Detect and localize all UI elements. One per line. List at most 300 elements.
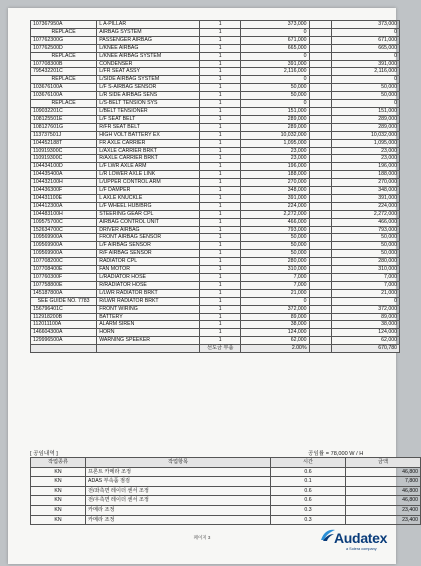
parts-row <box>31 155 400 163</box>
parts-row <box>31 163 400 171</box>
part-quantity: 1 <box>200 329 241 337</box>
part-description: R/F AIRBAG SENSOR <box>97 250 200 258</box>
part-total-price: 188,000 <box>331 171 399 179</box>
part-total-price: 23,000 <box>331 155 399 163</box>
parts-row <box>31 179 400 187</box>
labor-type: KN <box>31 467 86 477</box>
part-quantity: 1 <box>200 115 241 123</box>
part-description: L/AXLE CARRIER BRKT <box>97 147 200 155</box>
part-unit-price: 289,000 <box>241 115 309 123</box>
part-description: ALARM SIREN <box>97 321 200 329</box>
parts-row <box>31 52 400 60</box>
part-total-price: 1,095,000 <box>331 139 399 147</box>
part-code: 113737501J <box>31 131 97 139</box>
part-total-price: 0 <box>331 28 399 36</box>
part-quantity: 1 <box>200 100 241 108</box>
part-blank-cell <box>309 115 331 123</box>
part-code: 104483100H <box>31 210 97 218</box>
part-unit-price: 50,000 <box>241 250 309 258</box>
parts-row <box>31 60 400 68</box>
part-description: L/R SIDE AIRBAG SENS <box>97 92 200 100</box>
labor-type: KN <box>31 505 86 515</box>
part-blank-cell <box>309 21 331 29</box>
part-unit-price: 62,000 <box>241 337 309 345</box>
part-quantity: 1 <box>200 36 241 44</box>
parts-row <box>31 76 400 84</box>
part-total-price: 310,000 <box>331 266 399 274</box>
part-quantity: 1 <box>200 266 241 274</box>
parts-row <box>31 139 400 147</box>
part-code: 109575700C <box>31 218 97 226</box>
part-code: 156796401C <box>31 305 97 313</box>
part-blank-cell <box>309 139 331 147</box>
part-code: REPLACE <box>31 76 97 84</box>
part-total-price: 0 <box>331 100 399 108</box>
part-total-price: 289,000 <box>331 123 399 131</box>
part-blank-cell <box>309 68 331 76</box>
part-code: 107762500D <box>31 44 97 52</box>
part-blank-cell <box>309 155 331 163</box>
labor-row <box>31 496 421 506</box>
part-quantity: 1 <box>200 337 241 345</box>
labor-time: 0.6 <box>271 486 346 496</box>
part-unit-price: 7,000 <box>241 281 309 289</box>
part-quantity: 1 <box>200 171 241 179</box>
part-description: BATTERY <box>97 313 200 321</box>
footer-blank-code <box>31 345 97 353</box>
part-code: 108125501E <box>31 115 97 123</box>
labor-header-time: 시간 <box>271 458 346 468</box>
labor-row <box>31 486 421 496</box>
part-blank-cell <box>309 52 331 60</box>
logo-wordmark: Audatex <box>334 530 388 546</box>
part-quantity: 1 <box>200 305 241 313</box>
parts-row <box>31 313 400 321</box>
part-code: REPLACE <box>31 100 97 108</box>
part-blank-cell <box>309 187 331 195</box>
footer-label: 선도금 부품 <box>200 345 241 353</box>
parts-row <box>31 147 400 155</box>
part-blank-cell <box>309 179 331 187</box>
part-description: FRONT WIRING <box>97 305 200 313</box>
part-total-price: 50,000 <box>331 84 399 92</box>
parts-row <box>31 100 400 108</box>
parts-row <box>31 329 400 337</box>
part-blank-cell <box>309 218 331 226</box>
part-blank-cell <box>309 210 331 218</box>
parts-row <box>31 337 400 345</box>
part-total-price: 793,000 <box>331 226 399 234</box>
document-page <box>8 8 418 564</box>
labor-amount: 46,800 <box>346 496 421 506</box>
part-quantity: 1 <box>200 242 241 250</box>
part-description: HORN <box>97 329 200 337</box>
labor-amount: 46,800 <box>346 467 421 477</box>
part-quantity: 1 <box>200 226 241 234</box>
parts-row <box>31 194 400 202</box>
part-code: 104412300A <box>31 202 97 210</box>
part-description: FRONT AIRBAG SENSOR <box>97 234 200 242</box>
part-unit-price: 280,000 <box>241 258 309 266</box>
parts-row <box>31 258 400 266</box>
labor-header-type: 작업종류 <box>31 458 86 468</box>
part-code: 107708300B <box>31 60 97 68</box>
parts-row <box>31 44 400 52</box>
part-unit-price: 665,000 <box>241 44 309 52</box>
part-code: 110919300C <box>31 147 97 155</box>
part-total-price: 372,000 <box>331 305 399 313</box>
part-blank-cell <box>309 329 331 337</box>
part-code: 108127601G <box>31 123 97 131</box>
part-blank-cell <box>309 163 331 171</box>
part-unit-price: 793,000 <box>241 226 309 234</box>
part-description: L/F WHEEL HUB/BRG <box>97 202 200 210</box>
part-unit-price: 10,032,000 <box>241 131 309 139</box>
part-description: R/RADIATOR HOSE <box>97 281 200 289</box>
part-total-price: 466,000 <box>331 218 399 226</box>
part-total-price: 7,000 <box>331 274 399 282</box>
parts-row <box>31 218 400 226</box>
part-unit-price: 0 <box>241 52 309 60</box>
part-code: SEE GUIDE NO. 7783 <box>31 297 97 305</box>
labor-row <box>31 505 421 515</box>
part-quantity: 1 <box>200 281 241 289</box>
part-code: 103676100A <box>31 92 97 100</box>
part-code: 112918200B <box>31 313 97 321</box>
part-unit-price: 466,000 <box>241 218 309 226</box>
part-code: 107762300G <box>31 36 97 44</box>
labor-header-task: 작업항목 <box>86 458 271 468</box>
part-quantity: 1 <box>200 155 241 163</box>
part-quantity: 1 <box>200 60 241 68</box>
part-code: 109032201C <box>31 107 97 115</box>
part-unit-price: 270,000 <box>241 179 309 187</box>
part-code: REPLACE <box>31 28 97 36</box>
parts-row <box>31 187 400 195</box>
parts-table-body <box>31 21 400 353</box>
part-description: R/AXLE CARRIER BRKT <box>97 155 200 163</box>
part-unit-price: 38,000 <box>241 321 309 329</box>
parts-row <box>31 84 400 92</box>
part-total-price: 38,000 <box>331 321 399 329</box>
footer-blank <box>309 345 331 353</box>
part-quantity: 1 <box>200 297 241 305</box>
part-quantity: 1 <box>200 131 241 139</box>
part-code: 104436300F <box>31 187 97 195</box>
part-total-price: 2,116,000 <box>331 68 399 76</box>
labor-task: 전/좌측면 레이더 센서 조정 <box>86 486 271 496</box>
part-description: L/KNEE AIRBAG SYSTEM <box>97 52 200 60</box>
part-quantity: 1 <box>200 76 241 84</box>
part-quantity: 1 <box>200 194 241 202</box>
part-code: 107758800E <box>31 281 97 289</box>
part-code: 109569900A <box>31 234 97 242</box>
part-quantity: 1 <box>200 147 241 155</box>
part-description: L/LWR RADIATOR BRKT <box>97 289 200 297</box>
part-blank-cell <box>309 171 331 179</box>
part-total-price: 665,000 <box>331 44 399 52</box>
part-unit-price: 391,000 <box>241 194 309 202</box>
part-code: 152634700C <box>31 226 97 234</box>
part-description: R/LWR RADIATOR BRKT <box>97 297 200 305</box>
part-code: 104452188T <box>31 139 97 147</box>
part-quantity: 1 <box>200 28 241 36</box>
labor-task: 카메라 조정 <box>86 515 271 525</box>
part-unit-price: 2,272,000 <box>241 210 309 218</box>
part-quantity: 1 <box>200 139 241 147</box>
part-unit-price: 289,000 <box>241 123 309 131</box>
labor-amount: 23,400 <box>346 505 421 515</box>
part-total-price: 124,000 <box>331 329 399 337</box>
part-description: L/S-BELT TENSION SYS <box>97 100 200 108</box>
footer-rate: 2.00% <box>241 345 309 353</box>
labor-task: ADAS 부속품 점검 <box>86 477 271 487</box>
part-description: STEERING GEAR CPL <box>97 210 200 218</box>
part-description: L/SIDE AIRBAG SYSTEM <box>97 76 200 84</box>
labor-time: 0.6 <box>271 467 346 477</box>
parts-row <box>31 250 400 258</box>
part-description: CONDENSER <box>97 60 200 68</box>
labor-type: KN <box>31 477 86 487</box>
part-quantity: 1 <box>200 321 241 329</box>
part-description: DRIVER AIRBAG <box>97 226 200 234</box>
part-blank-cell <box>309 36 331 44</box>
part-blank-cell <box>309 281 331 289</box>
part-blank-cell <box>309 131 331 139</box>
part-blank-cell <box>309 84 331 92</box>
part-description: FAN MOTOR <box>97 266 200 274</box>
page-number: 페이지 3 <box>193 535 211 540</box>
part-description: L/F AIRBAG SENSOR <box>97 242 200 250</box>
labor-row <box>31 477 421 487</box>
parts-row <box>31 36 400 44</box>
footer-blank-desc <box>97 345 200 353</box>
footer-total: 670,780 <box>331 345 399 353</box>
part-unit-price: 373,000 <box>241 21 309 29</box>
part-blank-cell <box>309 258 331 266</box>
part-blank-cell <box>309 76 331 84</box>
part-code: 104434100D <box>31 163 97 171</box>
part-blank-cell <box>309 44 331 52</box>
part-total-price: 196,000 <box>331 163 399 171</box>
parts-row <box>31 28 400 36</box>
part-code: 104432100H <box>31 179 97 187</box>
part-unit-price: 196,000 <box>241 163 309 171</box>
part-total-price: 348,000 <box>331 187 399 195</box>
parts-row <box>31 131 400 139</box>
part-description: AIRBAG SYSTEM <box>97 28 200 36</box>
parts-row <box>31 210 400 218</box>
labor-time: 0.3 <box>271 505 346 515</box>
part-unit-price: 372,000 <box>241 305 309 313</box>
labor-task: 카메라 조정 <box>86 505 271 515</box>
audatex-logo <box>320 524 392 558</box>
labor-type: KN <box>31 496 86 506</box>
part-description: L/KNEE AIRBAG <box>97 44 200 52</box>
part-total-price: 224,000 <box>331 202 399 210</box>
part-code: 104431100E <box>31 194 97 202</box>
part-code: 107760300F <box>31 274 97 282</box>
part-unit-price: 21,000 <box>241 289 309 297</box>
part-code: 103676100A <box>31 84 97 92</box>
part-code: 107367950A <box>31 21 97 29</box>
parts-row <box>31 115 400 123</box>
labor-time: 0.3 <box>271 515 346 525</box>
part-blank-cell <box>309 313 331 321</box>
part-quantity: 1 <box>200 274 241 282</box>
part-quantity: 1 <box>200 210 241 218</box>
part-unit-price: 89,000 <box>241 313 309 321</box>
part-quantity: 1 <box>200 44 241 52</box>
part-code: 145187800A <box>31 289 97 297</box>
part-quantity: 1 <box>200 313 241 321</box>
part-description: L/UPPER CONTROL ARM <box>97 179 200 187</box>
logo-tagline: a Solera company <box>346 547 377 551</box>
part-quantity: 1 <box>200 187 241 195</box>
part-quantity: 1 <box>200 250 241 258</box>
part-blank-cell <box>309 234 331 242</box>
part-total-price: 2,272,000 <box>331 210 399 218</box>
part-description: L/F S-AIRBAG SENSOR <box>97 84 200 92</box>
part-unit-price: 671,000 <box>241 36 309 44</box>
parts-row <box>31 68 400 76</box>
part-total-price: 0 <box>331 297 399 305</box>
part-total-price: 21,000 <box>331 289 399 297</box>
parts-row <box>31 281 400 289</box>
part-blank-cell <box>309 194 331 202</box>
parts-row <box>31 123 400 131</box>
part-unit-price: 7,000 <box>241 274 309 282</box>
part-blank-cell <box>309 297 331 305</box>
part-unit-price: 124,000 <box>241 329 309 337</box>
part-description: L/F SEAT BELT <box>97 115 200 123</box>
part-description: L A-PILLAR <box>97 21 200 29</box>
part-quantity: 1 <box>200 123 241 131</box>
part-unit-price: 151,000 <box>241 107 309 115</box>
part-total-price: 0 <box>331 52 399 60</box>
part-code: 109569900A <box>31 242 97 250</box>
part-unit-price: 348,000 <box>241 187 309 195</box>
part-unit-price: 23,000 <box>241 155 309 163</box>
labor-table <box>30 457 421 525</box>
labor-amount: 23,400 <box>346 515 421 525</box>
part-code: 129996500A <box>31 337 97 345</box>
part-unit-price: 23,000 <box>241 147 309 155</box>
part-unit-price: 310,000 <box>241 266 309 274</box>
part-total-price: 0 <box>331 76 399 84</box>
labor-type: KN <box>31 486 86 496</box>
part-blank-cell <box>309 305 331 313</box>
part-total-price: 671,000 <box>331 36 399 44</box>
part-total-price: 7,000 <box>331 281 399 289</box>
part-blank-cell <box>309 321 331 329</box>
part-description: L/RADIATOR HOSE <box>97 274 200 282</box>
labor-row <box>31 467 421 477</box>
part-blank-cell <box>309 289 331 297</box>
part-blank-cell <box>309 28 331 36</box>
part-unit-price: 224,000 <box>241 202 309 210</box>
parts-row <box>31 305 400 313</box>
part-unit-price: 50,000 <box>241 242 309 250</box>
part-description: WARNING SPEEKER <box>97 337 200 345</box>
parts-row <box>31 171 400 179</box>
part-unit-price: 2,116,000 <box>241 68 309 76</box>
part-unit-price: 50,000 <box>241 234 309 242</box>
part-description: L/R LOWER AXLE LINK <box>97 171 200 179</box>
parts-row <box>31 107 400 115</box>
parts-row <box>31 21 400 29</box>
part-description: PASSENGER AIRBAG <box>97 36 200 44</box>
part-blank-cell <box>309 147 331 155</box>
part-description: L AXLE KNUCKLE <box>97 194 200 202</box>
labor-header-row <box>31 458 421 468</box>
part-code: 107708400E <box>31 266 97 274</box>
part-quantity: 1 <box>200 234 241 242</box>
part-total-price: 62,000 <box>331 337 399 345</box>
part-description: FR AXLE CARRIER <box>97 139 200 147</box>
part-total-price: 391,000 <box>331 60 399 68</box>
labor-amount: 46,800 <box>346 486 421 496</box>
part-blank-cell <box>309 100 331 108</box>
parts-row <box>31 226 400 234</box>
part-quantity: 1 <box>200 163 241 171</box>
part-code: 146604300A <box>31 329 97 337</box>
part-quantity: 1 <box>200 258 241 266</box>
part-description: RADIATOR CPL <box>97 258 200 266</box>
part-blank-cell <box>309 107 331 115</box>
part-total-price: 89,000 <box>331 313 399 321</box>
labor-time: 0.1 <box>271 477 346 487</box>
part-unit-price: 0 <box>241 76 309 84</box>
part-description: L/BELT TENSIONER <box>97 107 200 115</box>
part-total-price: 289,000 <box>331 115 399 123</box>
part-blank-cell <box>309 274 331 282</box>
labor-task: 프론트 카메라 조정 <box>86 467 271 477</box>
parts-row <box>31 274 400 282</box>
part-quantity: 1 <box>200 21 241 29</box>
labor-type: KN <box>31 515 86 525</box>
part-blank-cell <box>309 92 331 100</box>
parts-row <box>31 321 400 329</box>
parts-row <box>31 297 400 305</box>
part-code: 104435400A <box>31 171 97 179</box>
part-total-price: 373,000 <box>331 21 399 29</box>
parts-row <box>31 266 400 274</box>
part-code: 112011100A <box>31 321 97 329</box>
part-code: 110919300C <box>31 155 97 163</box>
part-total-price: 23,000 <box>331 147 399 155</box>
part-description: R/FR SEAT BELT <box>97 123 200 131</box>
part-blank-cell <box>309 60 331 68</box>
part-description: L/FR SEAT ASSY <box>97 68 200 76</box>
parts-row <box>31 92 400 100</box>
labor-time: 0.6 <box>271 496 346 506</box>
part-description: L/F LWR AXLE ARM <box>97 163 200 171</box>
labor-task: 전/우측면 레이더 센서 조정 <box>86 496 271 506</box>
labor-header-amount: 금액 <box>346 458 421 468</box>
part-total-price: 50,000 <box>331 250 399 258</box>
part-unit-price: 0 <box>241 28 309 36</box>
part-quantity: 1 <box>200 218 241 226</box>
part-quantity: 1 <box>200 68 241 76</box>
part-total-price: 10,032,000 <box>331 131 399 139</box>
parts-footer-row <box>31 345 400 353</box>
part-total-price: 50,000 <box>331 234 399 242</box>
part-code: 795432201C <box>31 68 97 76</box>
parts-table <box>30 20 400 353</box>
part-total-price: 151,000 <box>331 107 399 115</box>
part-unit-price: 50,000 <box>241 92 309 100</box>
